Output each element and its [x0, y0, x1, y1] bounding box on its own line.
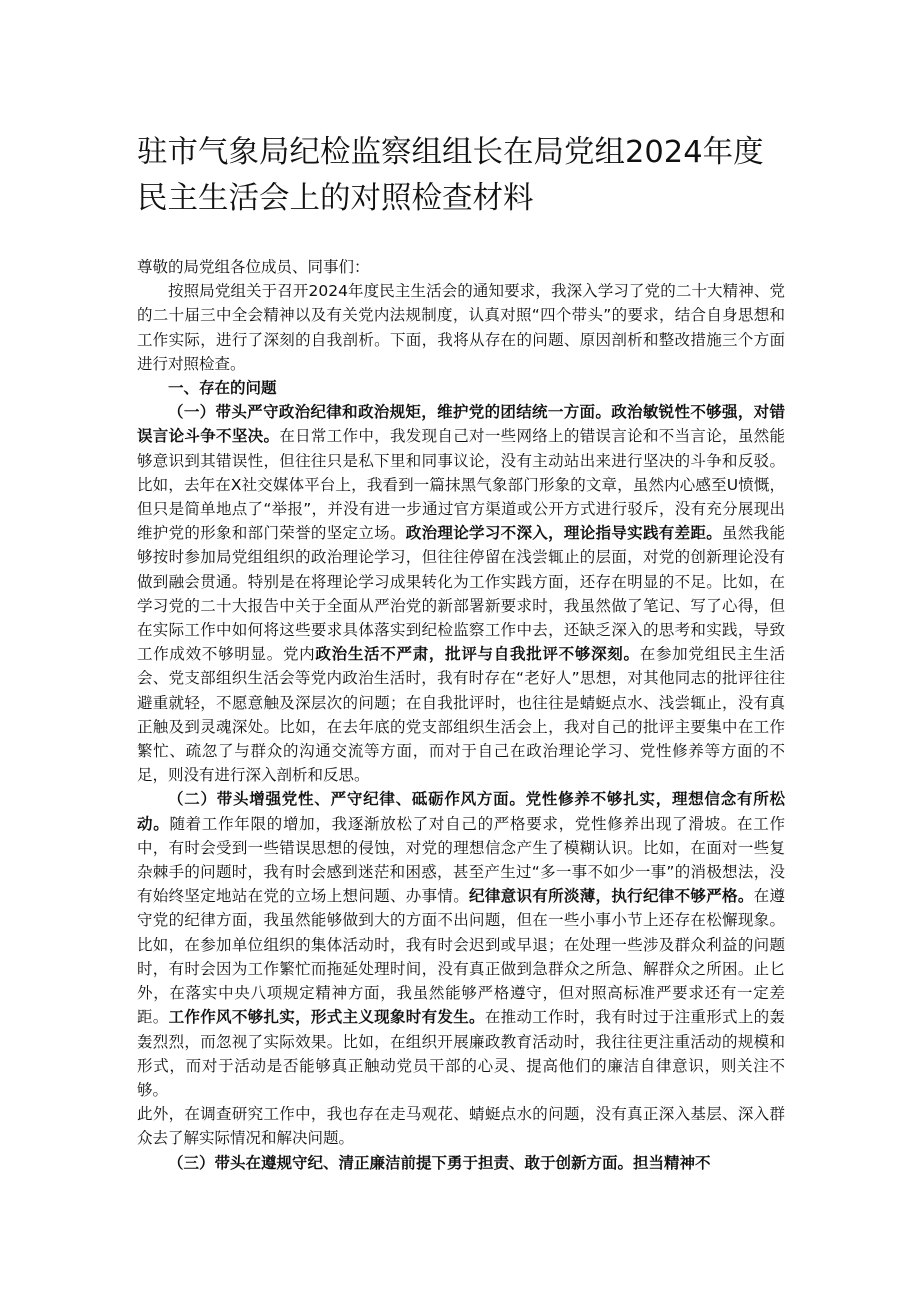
- paragraph-responsibility: [137, 1151, 785, 1175]
- bold-point: 政治生活不严肃，批评与自我批评不够深刻。: [315, 645, 640, 664]
- subheading-political-discipline: （一）带头严守政治纪律和政治规矩，维护党的团结统一方面。政治敏锐性不够强，对错误言论斗争不坚决。: [137, 403, 785, 446]
- body-text: 在参加党组民主生活会、党支部组织生活会等党内政治生活时，我有时存在“老好人”思想，对其他同志的批评往往避重就轻，不愿意触及深层次的问题；在自我批评时，也往往是蜻蜓点水、浅尝辄止，没有真正触及到灵魂深处。比如，在去年底的党支部组织生活会上，我对自己的批评主要集中在工作繁忙、疏忽了与群众的沟通交流等方面，而对于自己在政治理论学习、党性修养等方面的不足，则没有进行深入剖析和反思。: [137, 645, 785, 785]
- document-title: 驻市气象局纪检监察组组长在局党组2024年度民主生活会上的对照检查材料: [137, 135, 764, 216]
- body-text: 在遵守党的纪律方面，我虽然能够做到大的方面不出问题，但在一些小事小节上还存在松懈现象。比如，在参加单位组织的集体活动时，我有时会迟到或早退；在处理一些涉及群众利益的问题时，有时会因为工作繁忙而拖延处理时间，没有真正做到急群众之所急、解群众之所困。止匕外，在落实中央八项规定精神方面，我虽然能够严格遵守，但对照高标准严要求还有一定差距。: [137, 887, 785, 1027]
- paragraph-additional: 此外，在调查研究工作中，我也存在走马观花、蜻蜓点水的问题，没有真正深入基层、深入群众去了解实际情况和解决问题。: [137, 1105, 785, 1148]
- salutation: 尊敬的局党组各位成员、同事们：: [137, 258, 370, 276]
- subheading-responsibility: （三）带头在遵规守纪、清正廉洁前提下勇于担责、敢于创新方面。担当精神不: [168, 1153, 711, 1172]
- body-text: 在推动工作时，我有时过于注重形式上的轰轰烈烈，而忽视了实际效果。比如，在组织开展廉政教育活动时，我往往更注重活动的规模和形式，而对于活动是否能够真正触动党员干部的心灵、提高他们的廉洁自律意识，则关注不够。: [137, 1008, 785, 1099]
- subheading-party-spirit: （二）带头增强党性、严守纪律、砥砺作风方面。党性修养不够扎实，理想信念有所松动。: [137, 790, 785, 833]
- body-text: 随着工作年限的增加，我逐渐放松了对自己的严格要求，党性修养出现了滑坡。在工作中，有时会受到一些错误思想的侵蚀，对党的理想信念产生了模糊认识。比如，在面对一些复杂棘手的问题时，我有时会感到迷茫和困惑，甚至产生过“多一事不如少一事”的消极想法，没有始终坚定地站在党的立场上想问题、办事情。: [137, 814, 785, 906]
- body-text: 虽然我能够按时参加局党组组织的政治理论学习，但往往停留在浅尝辄止的层面，对党的创新理论没有做到融会贯通。特别是在将理论学习成果转化为工作实践方面，还存在明显的不足。比如，在学习党的二十大报告中关于全面从严治党的新部署新要求时，我虽然做了笔记、写了心得，但在实际工作中如何将这些要求具体落实到纪检监察工作中去，还缺乏深入的思考和实践，导致工作成效不够明显。党内: [137, 524, 785, 664]
- intro-paragraph: 按照局党组关于召开2024年度民主生活会的通知要求，我深入学习了党的二十大精神、党的二十届三中全会精神以及有关党内法规制度，认真对照“四个带头”的要求，结合自身思想和工作实际，进行了深刻的自我剖析。下面，我将从存在的问题、原因剖析和整改措施三个方面进行对照检查。: [137, 282, 785, 373]
- bold-point: 工作作风不够扎实，形式主义现象时有发生。: [168, 1008, 485, 1027]
- paragraph-political-discipline: [137, 400, 785, 787]
- paragraph-party-spirit: [137, 787, 785, 1102]
- bold-point: 政治理论学习不深入，理论指导实践有差距。: [405, 524, 723, 543]
- section-heading-problems: 一、存在的问题: [168, 379, 277, 398]
- bold-point: 纪律意识有所淡薄，执行纪律不够严格。: [469, 887, 754, 906]
- body-text: 在日常工作中，我发现自己对一些网络上的错误言论和不当言论，虽然能够意识到其错误性，但往往只是私下里和同事议论，没有主动站出来进行坚决的斗争和反驳。比如，去年在X社交媒体平台上，我看到一篇抹黑气象部门形象的文章，虽然内心感至U愤慨，但只是简单地点了“举报”，并没有进一步通过官方渠道或公开方式进行驳斥，没有充分展现出维护党的形象和部门荣誉的坚定立场。: [137, 427, 785, 543]
- document-page: [137, 130, 785, 1175]
